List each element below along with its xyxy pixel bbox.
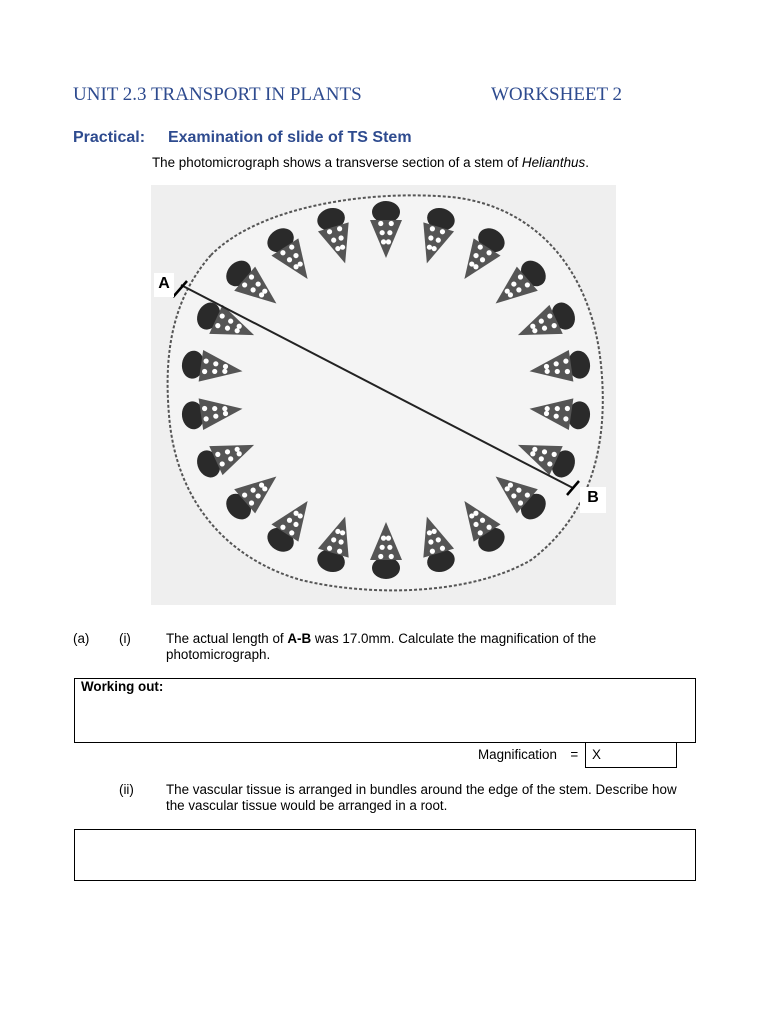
question-a-i-text	[166, 631, 666, 663]
xylem-vessel	[525, 282, 530, 287]
xylem-vessel	[539, 319, 544, 324]
xylem-vessel	[547, 461, 552, 466]
xylem-vessel	[545, 369, 550, 374]
working-out-label: Working out:	[81, 679, 164, 694]
xylem-vessel	[378, 554, 383, 559]
xylem-vessel	[220, 313, 225, 318]
xylem-vessel	[280, 525, 285, 530]
magnification-label: Magnification	[478, 747, 557, 762]
xylem-vessel	[237, 451, 242, 456]
xylem-vessel	[335, 246, 340, 251]
xylem-vessel	[440, 546, 445, 551]
xylem-vessel	[202, 406, 207, 411]
equals-sign: =	[570, 747, 579, 762]
question-a-part: (a)	[73, 631, 90, 646]
xylem-vessel	[480, 257, 485, 262]
xylem-vessel	[518, 500, 523, 505]
xylem-vessel	[380, 230, 385, 235]
xylem-vessel	[381, 239, 386, 244]
xylem-vessel	[532, 447, 537, 452]
working-out-box[interactable]	[74, 678, 696, 743]
practical-label: Practical:	[73, 129, 146, 146]
xylem-vessel	[436, 537, 441, 542]
xylem-vessel	[440, 229, 445, 234]
xylem-vessel	[381, 536, 386, 541]
xylem-vessel	[298, 261, 303, 266]
xylem-vessel	[213, 414, 218, 419]
question-a-i-end: was 17.0mm. Calculate the magnification of the photomicrograph.	[166, 631, 597, 662]
xylem-vessel	[518, 274, 523, 279]
xylem-vessel	[340, 245, 345, 250]
phloem-cap	[372, 201, 400, 223]
xylem-vessel	[554, 414, 559, 419]
stem-section-image	[151, 185, 616, 605]
xylem-vessel	[220, 461, 225, 466]
label-a: A	[154, 273, 174, 297]
xylem-vessel	[293, 253, 298, 258]
xylem-vessel	[547, 313, 552, 318]
question-a-i-number: (i)	[119, 631, 131, 646]
xylem-vessel	[249, 500, 254, 505]
xylem-vessel	[563, 416, 568, 421]
xylem-vessel	[204, 416, 209, 421]
magnification-value: X	[592, 747, 601, 762]
xylem-vessel	[256, 281, 261, 286]
xylem-vessel	[251, 287, 256, 292]
magnification-answer-box[interactable]	[585, 742, 677, 768]
xylem-vessel	[532, 328, 537, 333]
xylem-vessel	[473, 253, 478, 258]
xylem-vessel	[473, 264, 478, 269]
label-b: B	[580, 487, 606, 513]
xylem-vessel	[544, 411, 549, 416]
practical-heading	[73, 129, 412, 147]
xylem-vessel	[340, 530, 345, 535]
xylem-vessel	[337, 549, 342, 554]
magnification-label-row	[478, 747, 578, 763]
xylem-vessel	[486, 250, 491, 255]
answer-box-a-ii[interactable]	[74, 829, 696, 881]
xylem-vessel	[204, 359, 209, 364]
question-a-ii-text: The vascular tissue is arranged in bundles around the edge of the stem. Describe how the vascular tissue would be arranged in a root.	[166, 782, 677, 813]
xylem-vessel	[555, 369, 560, 374]
xylem-vessel	[331, 537, 336, 542]
xylem-vessel	[225, 326, 230, 331]
xylem-vessel	[338, 539, 343, 544]
xylem-vessel	[387, 230, 392, 235]
photomicrograph	[151, 185, 616, 605]
xylem-vessel	[432, 246, 437, 251]
xylem-vessel	[428, 235, 433, 240]
xylem-vessel	[212, 369, 217, 374]
xylem-vessel	[235, 328, 240, 333]
xylem-vessel	[222, 406, 227, 411]
xylem-vessel	[287, 257, 292, 262]
xylem-vessel	[387, 545, 392, 550]
xylem-vessel	[478, 530, 483, 535]
phloem-cap	[372, 557, 400, 579]
xylem-vessel	[280, 250, 285, 255]
xylem-vessel	[539, 456, 544, 461]
xylem-vessel	[430, 549, 435, 554]
xylem-vessel	[486, 525, 491, 530]
xylem-vessel	[530, 451, 535, 456]
xylem-vessel	[335, 529, 340, 534]
xylem-vessel	[289, 244, 294, 249]
xylem-vessel	[427, 245, 432, 250]
xylem-vessel	[327, 229, 332, 234]
xylem-vessel	[287, 518, 292, 523]
xylem-vessel	[259, 483, 264, 488]
question-a-i-bold: A-B	[287, 631, 312, 646]
xylem-vessel	[256, 493, 261, 498]
xylem-vessel	[525, 492, 530, 497]
unit-title: UNIT 2.3 TRANSPORT IN PLANTS	[73, 84, 362, 105]
xylem-vessel	[262, 289, 267, 294]
xylem-vessel	[225, 449, 230, 454]
xylem-vessel	[222, 369, 227, 374]
species-name: Helianthus	[521, 155, 586, 170]
xylem-vessel	[338, 235, 343, 240]
xylem-vessel	[552, 323, 557, 328]
xylem-vessel	[223, 411, 228, 416]
xylem-vessel	[563, 359, 568, 364]
xylem-vessel	[242, 282, 247, 287]
xylem-vessel	[293, 522, 298, 527]
xylem-vessel	[565, 369, 570, 374]
xylem-vessel	[552, 452, 557, 457]
xylem-vessel	[212, 406, 217, 411]
xylem-vessel	[511, 493, 516, 498]
xylem-vessel	[432, 529, 437, 534]
xylem-vessel	[516, 287, 521, 292]
xylem-vessel	[223, 364, 228, 369]
xylem-vessel	[215, 452, 220, 457]
xylem-vessel	[511, 281, 516, 286]
xylem-vessel	[430, 226, 435, 231]
xylem-vessel	[386, 536, 391, 541]
xylem-vessel	[389, 554, 394, 559]
xylem-vessel	[565, 406, 570, 411]
xylem-vessel	[249, 274, 254, 279]
question-a-ii-number: (ii)	[119, 782, 134, 797]
question-a-i-start: The actual length of	[166, 631, 288, 646]
xylem-vessel	[337, 226, 342, 231]
xylem-vessel	[380, 545, 385, 550]
xylem-vessel	[331, 238, 336, 243]
xylem-vessel	[436, 238, 441, 243]
xylem-vessel	[213, 361, 218, 366]
xylem-vessel	[554, 361, 559, 366]
worksheet-title: WORKSHEET 2	[491, 84, 623, 105]
xylem-vessel	[530, 324, 535, 329]
xylem-vessel	[516, 487, 521, 492]
xylem-vessel	[215, 323, 220, 328]
intro-text-start: The photomicrograph shows a transverse section of a stem of	[152, 155, 522, 170]
xylem-vessel	[202, 369, 207, 374]
xylem-vessel	[505, 486, 510, 491]
xylem-vessel	[293, 511, 298, 516]
practical-title: Examination of slide of TS Stem	[167, 129, 412, 146]
xylem-vessel	[228, 456, 233, 461]
xylem-vessel	[235, 447, 240, 452]
xylem-vessel	[469, 513, 474, 518]
intro-text	[152, 155, 589, 171]
xylem-vessel	[427, 530, 432, 535]
xylem-vessel	[508, 292, 513, 297]
xylem-vessel	[389, 221, 394, 226]
xylem-vessel	[478, 244, 483, 249]
xylem-vessel	[386, 239, 391, 244]
xylem-vessel	[555, 406, 560, 411]
xylem-vessel	[545, 406, 550, 411]
xylem-vessel	[544, 364, 549, 369]
xylem-vessel	[251, 487, 256, 492]
xylem-vessel	[542, 449, 547, 454]
xylem-vessel	[473, 522, 478, 527]
xylem-vessel	[428, 539, 433, 544]
xylem-vessel	[289, 530, 294, 535]
xylem-vessel	[237, 324, 242, 329]
xylem-vessel	[228, 319, 233, 324]
xylem-vessel	[242, 492, 247, 497]
xylem-vessel	[542, 326, 547, 331]
xylem-vessel	[480, 518, 485, 523]
xylem-vessel	[327, 546, 332, 551]
xylem-vessel	[378, 221, 383, 226]
intro-text-end: .	[585, 155, 589, 170]
